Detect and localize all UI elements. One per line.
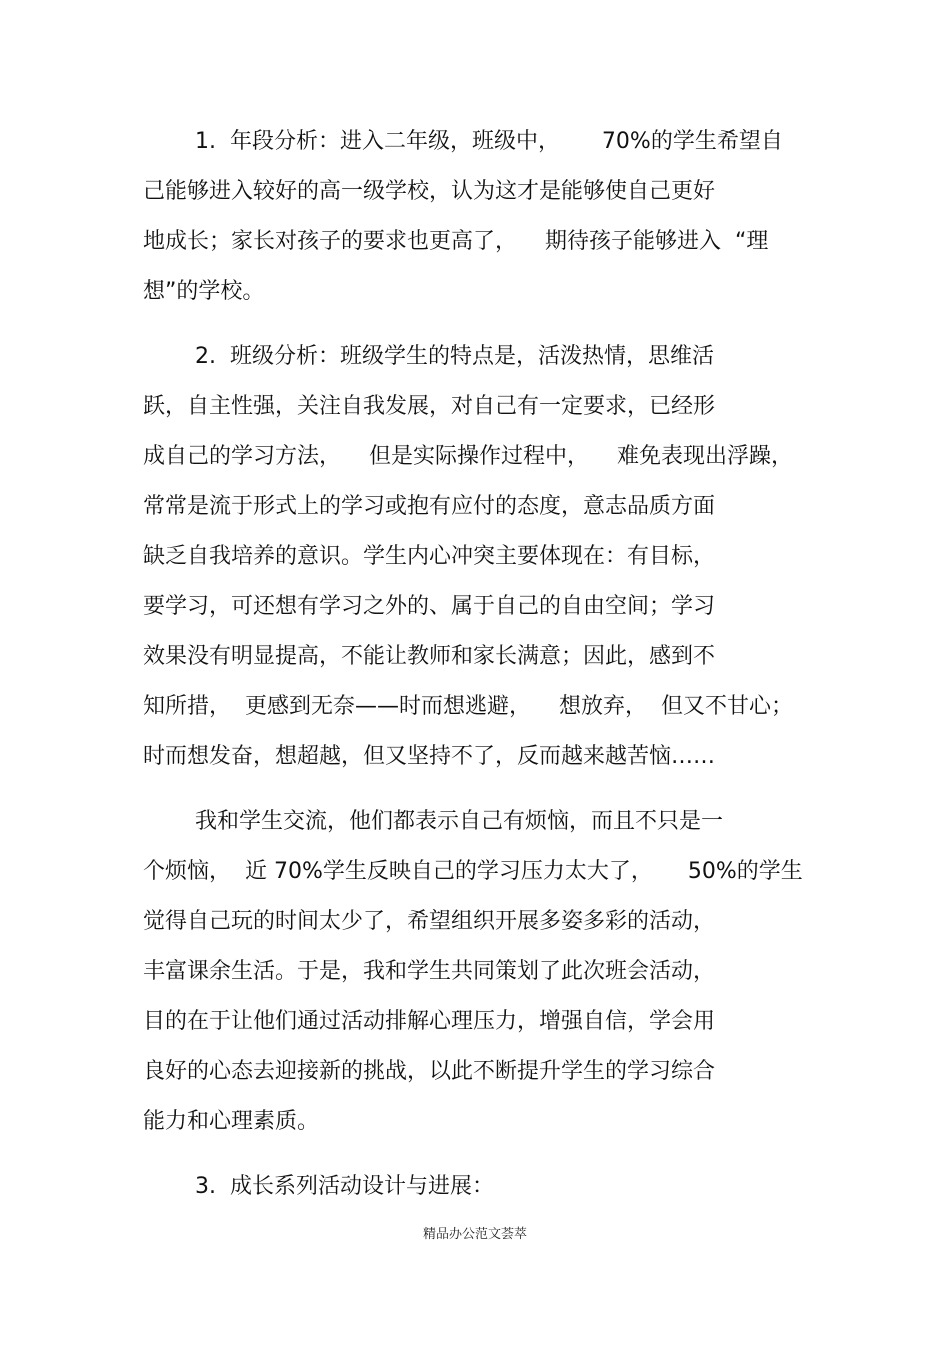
text-line: 良好的心态去迎接新的挑战，以此不断提升学生的学习综合: [143, 1059, 716, 1084]
text-line: 要学习，可还想有学习之外的、属于自己的自由空间；学习: [143, 594, 716, 619]
text-line: 知所措， 更感到无奈——时而想逃避， 想放弃， 但又不甘心；: [143, 694, 793, 719]
text-line: 丰富课余生活。于是，我和学生共同策划了此次班会活动，: [143, 959, 716, 984]
text-line: 2. 班级分析：班级学生的特点是，活泼热情，思维活: [195, 344, 714, 369]
text-line: 效果没有明显提高，不能让教师和家长满意；因此，感到不: [143, 644, 716, 669]
text-line: 个烦恼， 近 70%学生反映自己的学习压力太大了， 50%的学生: [143, 859, 803, 884]
text-line: 成自己的学习方法， 但是实际操作过程中， 难免表现出浮躁，: [143, 444, 793, 469]
text-line: 跃，自主性强，关注自我发展，对自己有一定要求，已经形: [143, 394, 716, 419]
page-footer: 精品办公范文荟萃: [422, 1227, 527, 1242]
text-line: 能力和心理素质。: [143, 1109, 320, 1134]
text-line: 地成长；家长对孩子的要求也更高了， 期待孩子能够进入 “理: [143, 229, 769, 254]
text-line: 时而想发奋，想超越，但又坚持不了，反而越来越苦恼……: [143, 744, 716, 769]
text-line: 1. 年段分析：进入二年级，班级中， 70%的学生希望自: [195, 129, 783, 154]
text-line: 3. 成长系列活动设计与进展：: [195, 1174, 494, 1199]
text-line: 目的在于让他们通过活动排解心理压力，增强自信，学会用: [143, 1009, 716, 1034]
text-line: 己能够进入较好的高一级学校，认为这才是能够使自己更好: [143, 179, 716, 204]
text-line: 想”的学校。: [143, 279, 265, 304]
text-line: 常常是流于形式上的学习或抱有应付的态度，意志品质方面: [143, 494, 716, 519]
text-line: 我和学生交流，他们都表示自己有烦恼，而且不只是一: [195, 809, 724, 834]
text-line: 缺乏自我培养的意识。学生内心冲突主要体现在：有目标，: [143, 544, 716, 569]
text-line: 觉得自己玩的时间太少了，希望组织开展多姿多彩的活动，: [143, 909, 716, 934]
